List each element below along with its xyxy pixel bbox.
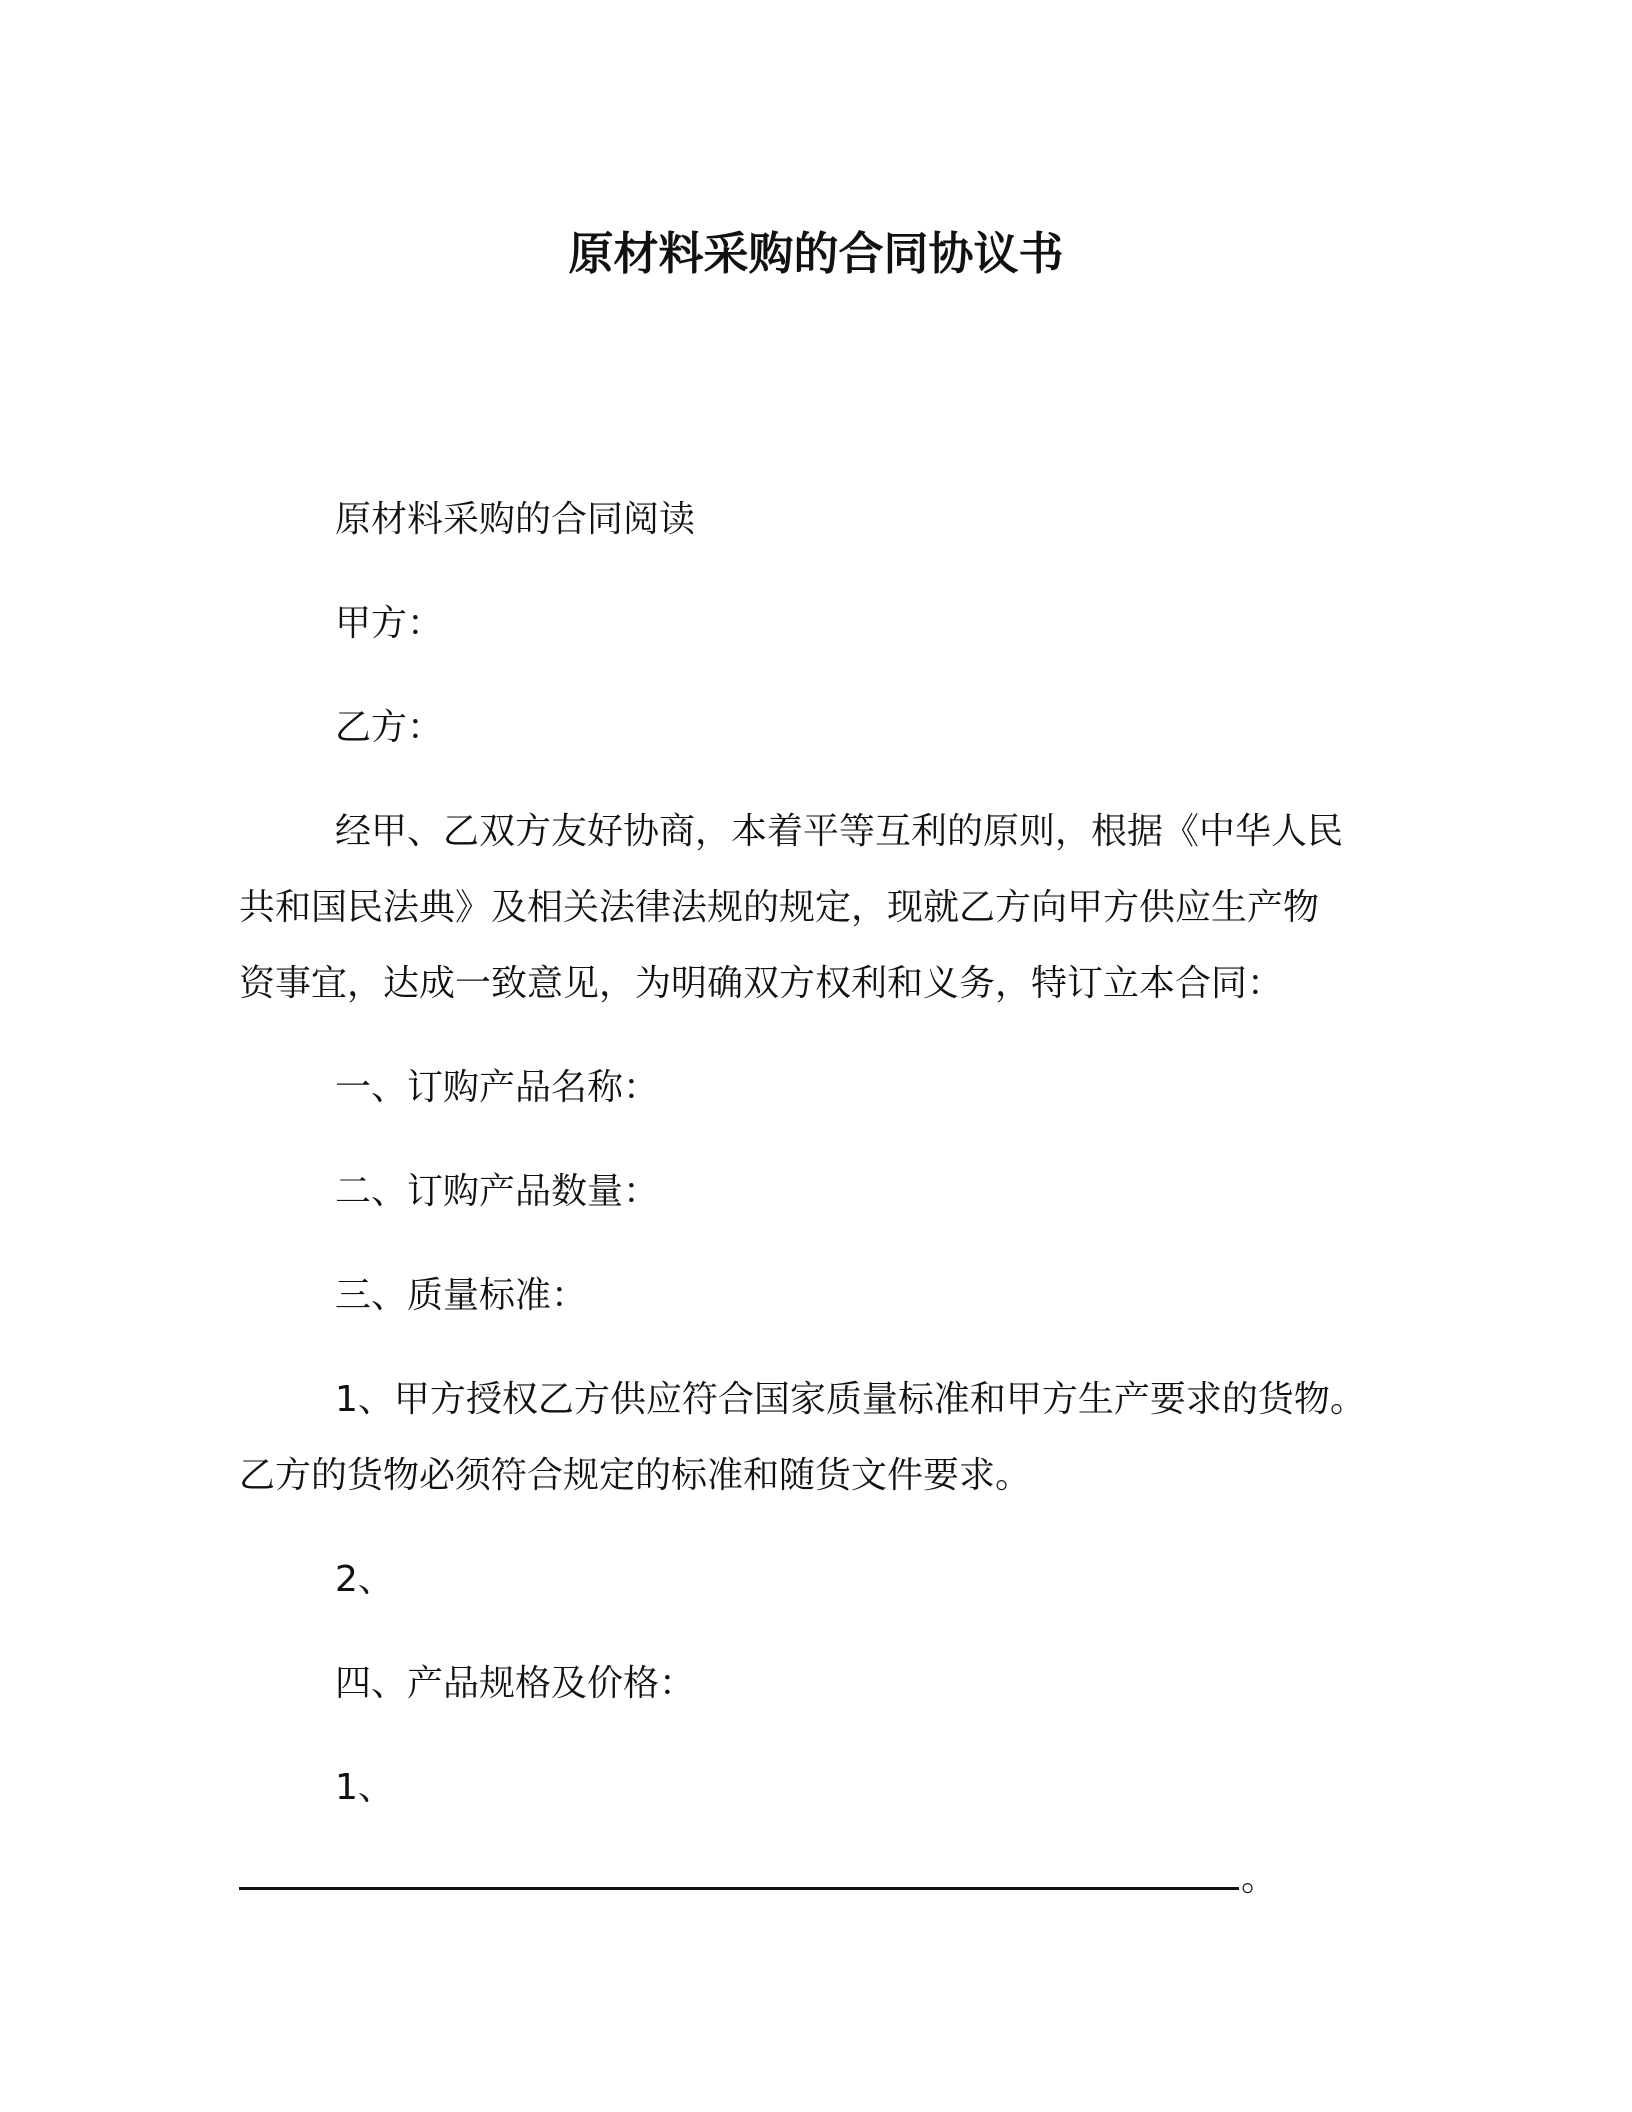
preamble-line-2: 共和国民法典》及相关法律法规的规定，现就乙方向甲方供应生产物: [239, 887, 1320, 928]
document-title: 原材料采购的合同协议书: [568, 227, 1064, 280]
clause-4-item-1: 1、: [335, 1767, 394, 1808]
fill-in-blank-line: [239, 1857, 1239, 1890]
preamble-line-1: 经甲、乙双方友好协商，本着平等互利的原则，根据《中华人民: [335, 811, 1344, 852]
blank-end-punctuation: 。: [1241, 1858, 1278, 1899]
clause-2-heading: 二、订购产品数量：: [335, 1171, 660, 1212]
clause-3-heading: 三、质量标准：: [335, 1275, 588, 1316]
preamble-line-3: 资事宜，达成一致意见，为明确双方权利和义务，特订立本合同：: [239, 963, 1284, 1004]
clause-3-item-2: 2、: [335, 1559, 394, 1600]
clause-3-item-1-line-1: 1、甲方授权乙方供应符合国家质量标准和甲方生产要求的货物。: [335, 1379, 1366, 1420]
clause-3-item-1-line-2: 乙方的货物必须符合规定的标准和随货文件要求。: [239, 1455, 1032, 1496]
party-a-label: 甲方：: [335, 603, 444, 644]
party-b-label: 乙方：: [335, 707, 444, 748]
subtitle-paragraph: 原材料采购的合同阅读: [335, 499, 696, 540]
fill-in-blank-row: [239, 1853, 1277, 1905]
clause-4-heading: 四、产品规格及价格：: [335, 1663, 696, 1704]
clause-1-heading: 一、订购产品名称：: [335, 1067, 660, 1108]
